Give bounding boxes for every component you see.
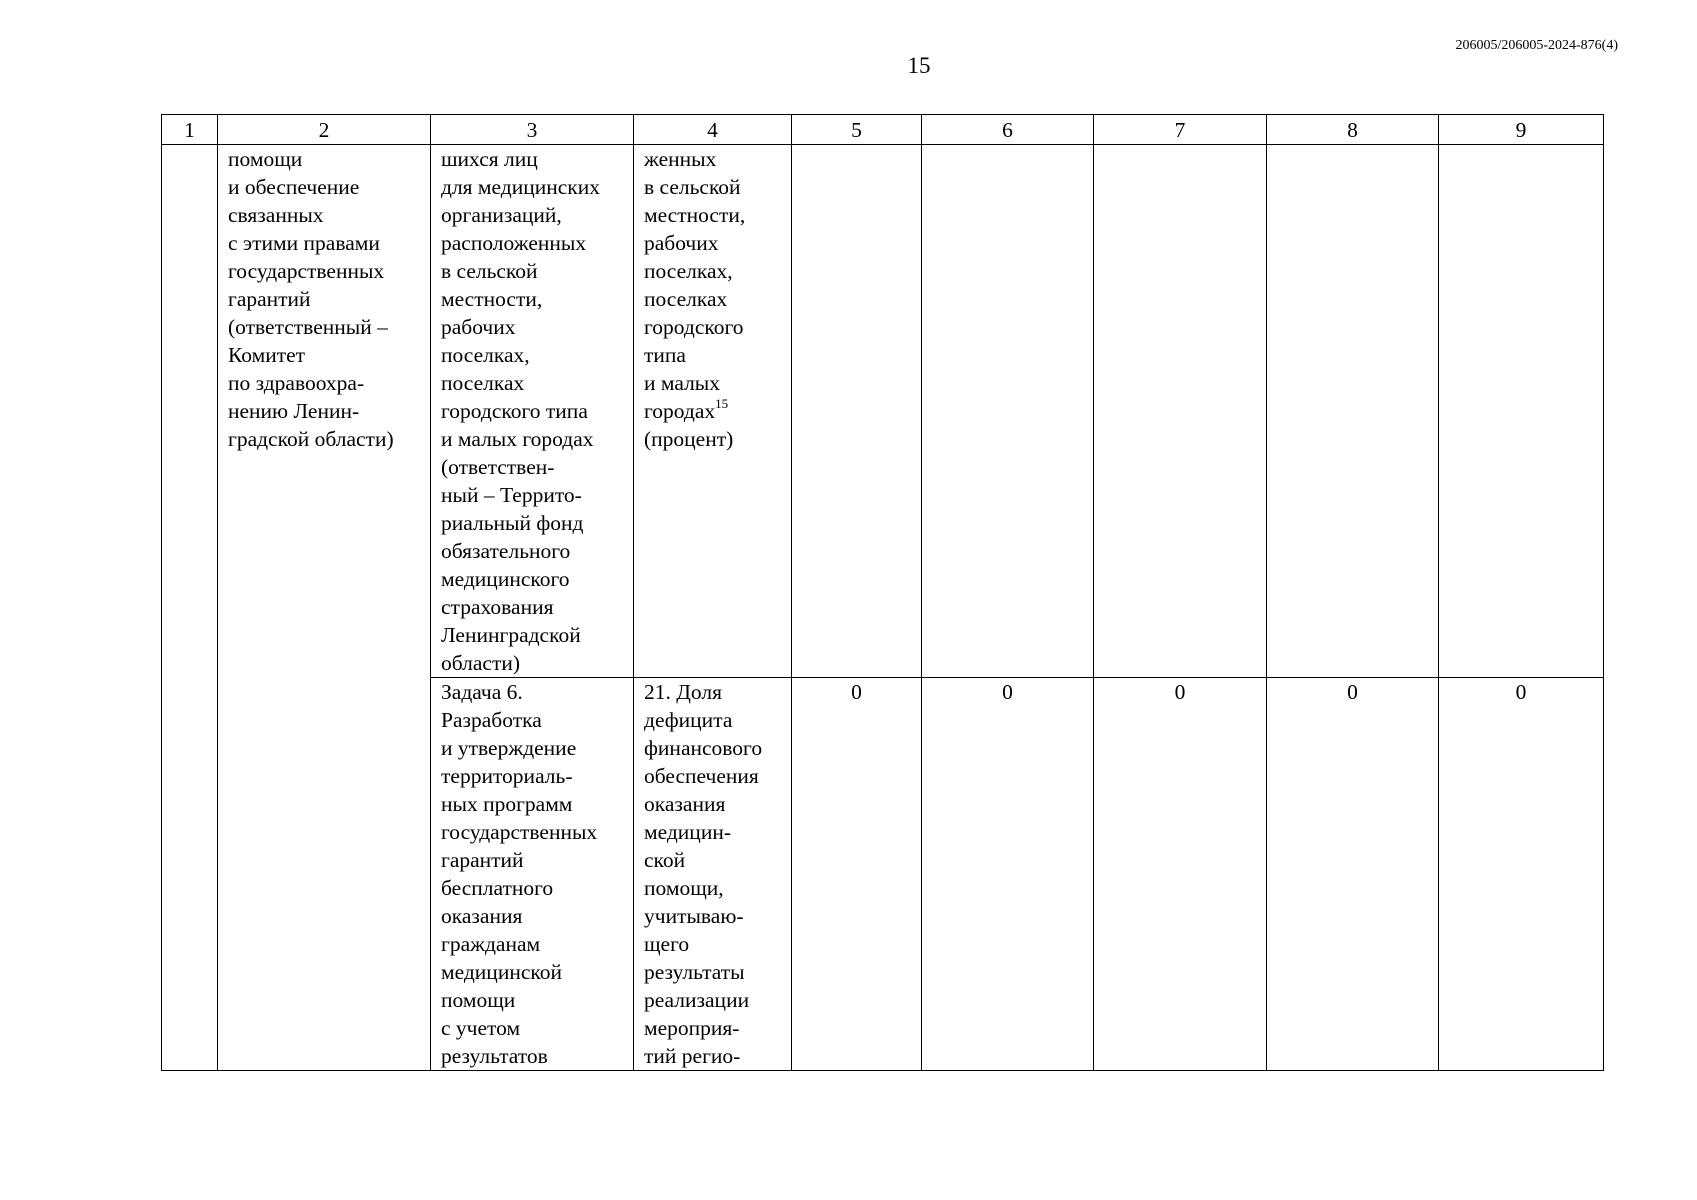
document-id: 206005/206005-2024-876(4) <box>1455 38 1618 53</box>
row-a-col5 <box>792 145 922 678</box>
row-a-col7 <box>1094 145 1267 678</box>
row-a-col4 <box>634 145 792 678</box>
row-a-col6 <box>922 145 1094 678</box>
row-a-col3 <box>431 145 634 678</box>
value-col9: 0 <box>1515 680 1527 704</box>
footnote-marker: 15 <box>715 395 729 411</box>
task-description: шихся лиц для медицинских организаций, расположенных в сельской местности, рабочих поселках, поселках городского типа и малых городах (ответствен- ный – Террито- риальный фонд обязательного медицинского страхования Ленинградской области) <box>441 147 601 675</box>
indicator-unit: (процент) <box>644 427 734 451</box>
row-b-col6 <box>922 678 1094 1071</box>
header-cell-1: 1 <box>162 115 218 145</box>
page-number: 15 <box>907 53 931 78</box>
indicator-text: женных в сельской местности, рабочих поселках, поселках городского типа и малых городах <box>644 147 746 423</box>
table-header-row <box>162 115 1604 145</box>
value-col5: 0 <box>851 680 862 704</box>
row-a-col9 <box>1439 145 1604 678</box>
row-b-col8 <box>1267 678 1439 1071</box>
row-b-col9 <box>1439 678 1604 1071</box>
indicator-21-description: 21. Доля дефицита финансового обеспечения оказания медицин- ской помощи, учитываю- щего результаты реализации мероприя- тий регио- <box>644 680 763 1068</box>
header-cell-2: 2 <box>218 115 431 145</box>
row-b-col4 <box>634 678 792 1071</box>
indicator-description <box>634 145 791 453</box>
header-cell-6: 6 <box>922 115 1094 145</box>
header-cell-3: 3 <box>431 115 634 145</box>
value-col7: 0 <box>1174 680 1186 704</box>
program-table <box>161 114 1604 1071</box>
row-a-col2 <box>218 145 431 1071</box>
row-a-col1 <box>162 145 218 1071</box>
header-cell-4: 4 <box>634 115 792 145</box>
header-cell-7: 7 <box>1094 115 1267 145</box>
header-cell-9: 9 <box>1439 115 1604 145</box>
header-cell-5: 5 <box>792 115 922 145</box>
row-b-col7 <box>1094 678 1267 1071</box>
row-b-col3 <box>431 678 634 1071</box>
row-a-col8 <box>1267 145 1439 678</box>
table-row <box>162 145 1604 678</box>
value-col8: 0 <box>1347 680 1358 704</box>
task-6-description: Задача 6. Разработка и утверждение территориаль- ных программ государственных гарантий бесплатного оказания гражданам медицинской помощи с учетом результатов <box>441 680 598 1068</box>
value-col6: 0 <box>1002 680 1013 704</box>
row-b-col5 <box>792 678 922 1071</box>
header-cell-8: 8 <box>1267 115 1439 145</box>
goal-description: помощи и обеспечение связанных с этими правами государственных гарантий (ответственный – Комитет по здравоохра- нению Ленин- градской области) <box>228 147 394 451</box>
